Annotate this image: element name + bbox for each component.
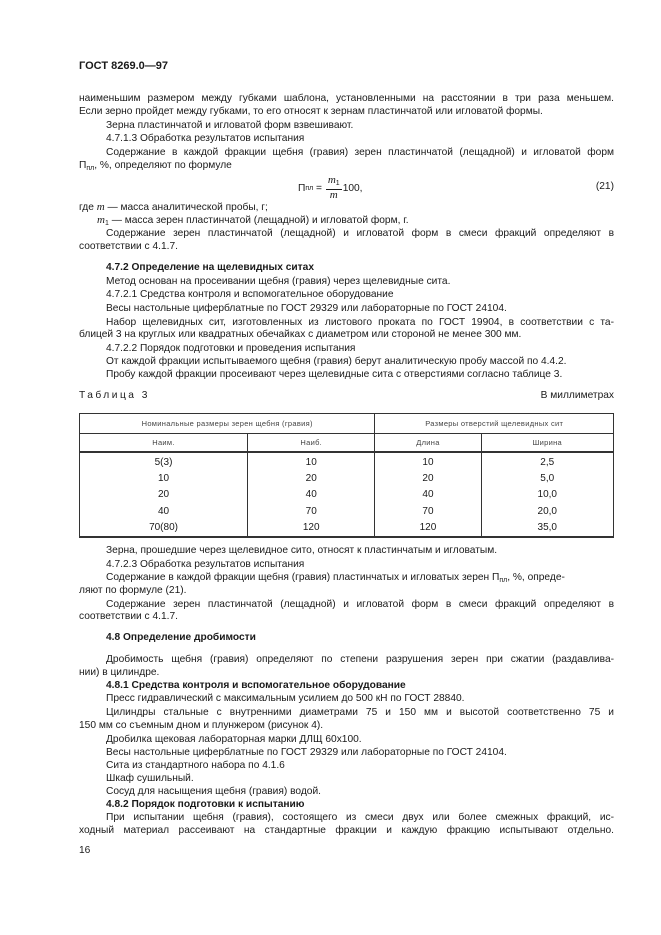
table-cell: 20 xyxy=(375,470,481,486)
section-heading: 4.8.1 Средства контроля и вспомогательное оборудование xyxy=(106,680,406,691)
pi-subscript: пл xyxy=(86,165,95,172)
group-header: Размеры отверстий щелевидных сит xyxy=(375,414,614,434)
var-m1: m xyxy=(97,214,105,226)
paragraph-line: Пробу каждой фракции просеивают через щелевидные сита с отверстиями согласно таблице 3. xyxy=(106,369,563,380)
paragraph-line: Дробимость щебня (гравия) определяют по степени разрушения зерен при сжатии (раздавлива- xyxy=(106,654,614,665)
table-caption: Таблица 3 xyxy=(79,390,150,401)
formula-intro: , %, определяют по формуле xyxy=(94,160,232,171)
formula-lhs-sub: пл xyxy=(305,184,314,192)
subsection-heading: 4.7.1.3 Обработка результатов испытания xyxy=(106,133,305,144)
paragraph-line: 150 мм со съемным дном и плунжером (рисунок 4). xyxy=(79,720,324,731)
table-cell: 120 xyxy=(375,520,481,537)
paragraph-line: Содержание зерен пластинчатой (лещадной) и игловатой форм в смеси фракций определяют в xyxy=(106,599,614,610)
column-header: Наиб. xyxy=(248,434,375,453)
table-unit: В миллиметрах xyxy=(540,390,614,401)
table-cell: 40 xyxy=(375,487,481,503)
paragraph-line: соответствии с 4.1.7. xyxy=(79,611,178,622)
paragraph-line: Весы настольные циферблатные по ГОСТ 29329 или лабораторные по ГОСТ 24104. xyxy=(106,747,507,758)
paragraph-line: Если зерно пройдет между губками, то его относят к зернам пластинчатой или игловатой формы. xyxy=(79,106,543,117)
pi-subscript: пл xyxy=(499,577,508,584)
paragraph-line: Набор щелевидных сит, изготовленных из листового проката по ГОСТ 19904, в соответствии с та- xyxy=(106,317,614,328)
equation-number: (21) xyxy=(595,181,614,192)
paragraph-line: Сита из стандартного набора по 4.1.6 xyxy=(106,760,285,771)
table-cell: 20 xyxy=(80,487,248,503)
subsection-heading: 4.7.2.2 Порядок подготовки и проведения испытания xyxy=(106,343,356,354)
table-cell: 10 xyxy=(375,452,481,470)
denominator: m xyxy=(329,189,338,201)
paragraph-line: наименьшим размером между губками шаблона, установленными на расстоянии в три раза меньшем. xyxy=(79,93,614,104)
formula-equals: = xyxy=(313,182,325,194)
paragraph-line: При испытании щебня (гравия), состоящего из смеси двух или более смежных фракций, ис- xyxy=(106,812,614,823)
document-header: ГОСТ 8269.0—97 xyxy=(79,60,168,72)
paragraph-line: Метод основан на просеивании щебня (гравия) через щелевидные сита. xyxy=(106,276,451,287)
paragraph-line: соответствии с 4.1.7. xyxy=(79,241,178,252)
table-cell: 10,0 xyxy=(481,487,614,503)
paragraph-line: ходный материал рассеивают на стандартные фракции и каждую фракцию испытывают отдельно. xyxy=(79,825,614,836)
formula-tail: 100, xyxy=(342,182,363,194)
table-row xyxy=(80,470,614,486)
section-heading: 4.7.2 Определение на щелевидных ситах xyxy=(106,262,315,273)
where-m-text: — масса аналитической пробы, г; xyxy=(104,202,268,213)
fraction xyxy=(326,175,342,201)
paragraph-line: Дробилка щековая лабораторная марки ДЛЩ 60x100. xyxy=(106,734,362,745)
where-prefix: где xyxy=(79,202,97,213)
table-cell: 5,0 xyxy=(481,470,614,486)
table-cell: 70 xyxy=(248,503,375,519)
paragraph-line: ляют по формуле (21). xyxy=(79,585,187,596)
table-row xyxy=(80,452,614,470)
paragraph-line: блицей 3 на круглых или квадратных обечайках с диаметром или стороной не менее 300 мм. xyxy=(79,329,522,340)
table-row xyxy=(80,503,614,519)
where-m1-text: — масса зерен пластинчатой (лещадной) и игловатой форм, г. xyxy=(108,215,409,226)
paragraph-line: Весы настольные циферблатные по ГОСТ 29329 или лабораторные по ГОСТ 24104. xyxy=(106,303,507,314)
table-cell: 35,0 xyxy=(481,520,614,537)
paragraph-line: Содержание зерен пластинчатой (лещадной) и игловатой форм в смеси фракций определяют в xyxy=(106,228,614,239)
table-cell: 10 xyxy=(80,470,248,486)
paragraph-line: Зерна, прошедшие через щелевидное сито, относят к пластинчатым и игловатым. xyxy=(106,545,498,556)
page-number: 16 xyxy=(79,845,91,856)
table-cell: 40 xyxy=(80,503,248,519)
table-cell: 70 xyxy=(375,503,481,519)
section-heading: 4.8.2 Порядок подготовки к испытанию xyxy=(106,799,305,810)
paragraph-line: Цилиндры стальные с внутренними диаметрами 75 и 150 мм и высотой соответственно 75 и xyxy=(106,707,614,718)
paragraph-line: Шкаф сушильный. xyxy=(106,773,194,784)
text: , %, опреде- xyxy=(507,572,565,583)
table-cell: 2,5 xyxy=(481,452,614,470)
numerator-sub: 1 xyxy=(335,180,340,187)
table-cell: 40 xyxy=(248,487,375,503)
where-m1 xyxy=(97,213,632,227)
subsection-heading: 4.7.2.3 Обработка результатов испытания xyxy=(106,559,305,570)
paragraph-line: Содержание в каждой фракции щебня (гравия) зерен пластинчатой (лещадной) и игловатой форм xyxy=(106,147,614,158)
table-cell: 5(3) xyxy=(80,452,248,470)
table-cell: 20,0 xyxy=(481,503,614,519)
var-m1-sub: 1 xyxy=(104,220,109,227)
paragraph-line: Сосуд для насыщения щебня (гравия) водой. xyxy=(106,786,321,797)
formula-21 xyxy=(298,176,363,200)
table-cell: 20 xyxy=(248,470,375,486)
column-header: Длина xyxy=(375,434,481,453)
group-header: Номинальные размеры зерен щебня (гравия) xyxy=(80,414,375,434)
table-cell: 70(80) xyxy=(80,520,248,537)
paragraph-line: От каждой фракции испытываемого щебня (гравия) берут аналитическую пробу массой по 4.4.2. xyxy=(106,356,567,367)
section-heading: 4.8 Определение дробимости xyxy=(106,632,256,643)
paragraph-line: Пресс гидравлический с максимальным усилием до 500 кН по ГОСТ 28840. xyxy=(106,693,465,704)
column-header: Наим. xyxy=(80,434,248,453)
paragraph-line: нии) в цилиндре. xyxy=(79,667,160,678)
var-m: m xyxy=(96,201,105,213)
subsection-heading: 4.7.2.1 Средства контроля и вспомогательное оборудование xyxy=(106,289,394,300)
numerator: m xyxy=(327,174,336,186)
where-m xyxy=(79,200,614,214)
pi-symbol: П xyxy=(79,160,87,171)
paragraph-line xyxy=(79,159,614,173)
formula-lhs: П xyxy=(298,182,306,194)
column-header: Ширина xyxy=(481,434,614,453)
paragraph-line xyxy=(106,571,614,585)
sieve-table xyxy=(79,413,614,538)
paragraph-line: Зерна пластинчатой и игловатой форм взвешивают. xyxy=(106,120,354,131)
table-row xyxy=(80,487,614,503)
table-cell: 10 xyxy=(248,452,375,470)
table-cell: 120 xyxy=(248,520,375,537)
text: Содержание в каждой фракции щебня (гравия) пластинчатых и игловатых зерен xyxy=(106,572,492,583)
table-row xyxy=(80,520,614,537)
pi-symbol: П xyxy=(492,572,500,583)
